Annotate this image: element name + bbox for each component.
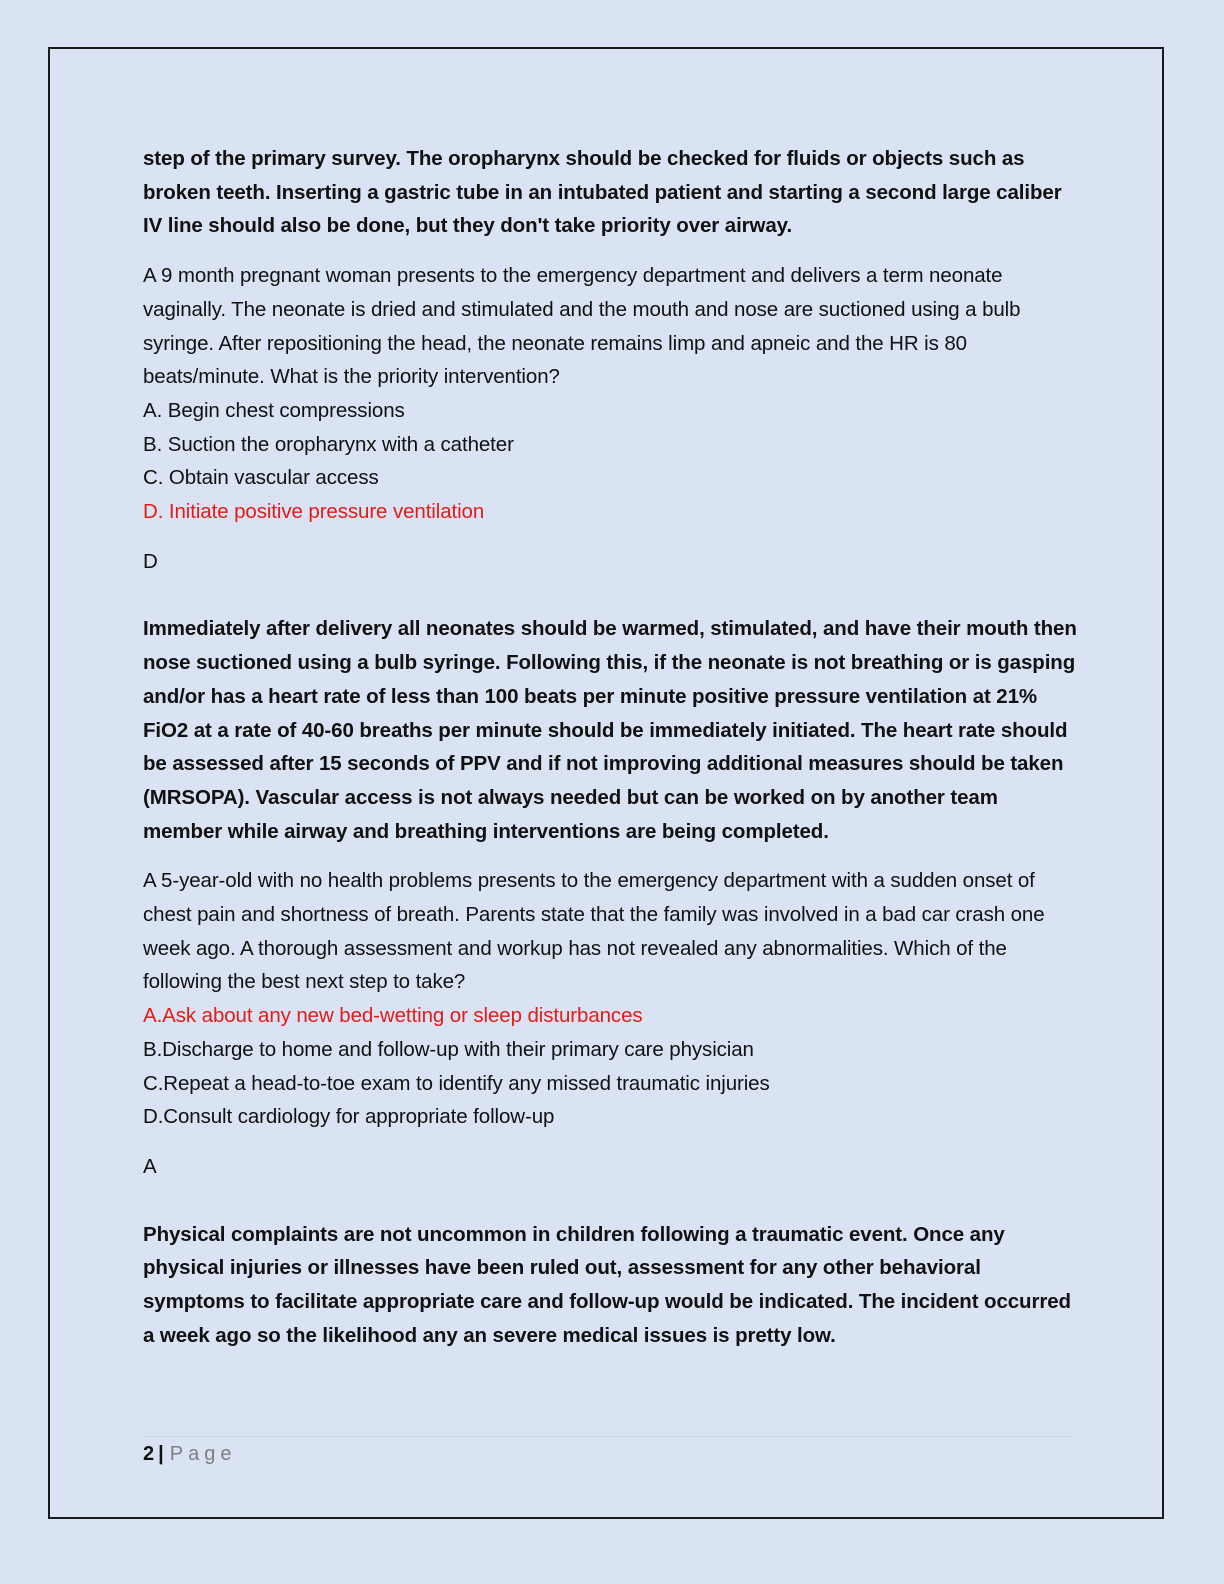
question-1-option-d-correct: D. Initiate positive pressure ventilation	[143, 500, 485, 524]
question-2-option-b: B.Discharge to home and follow-up with their primary care physician	[143, 1037, 754, 1061]
question-2-answer: A	[143, 1154, 157, 1178]
question-1-option-a: A. Begin chest compressions	[143, 398, 405, 422]
question-2-option-a-correct: A.Ask about any new bed-wetting or sleep disturbances	[143, 1004, 643, 1028]
question-2-explanation: Physical complaints are not uncommon in children following a traumatic event. Once any physical injuries or illnesses have been ruled out, assessment for any other behavioral symptoms to facilitate appropriate care and follow-up would be indicated. The incident occurred a week ago so the likelihood any an severe medical issues is pretty low.	[143, 1222, 1071, 1347]
footer-separator: |	[158, 1443, 164, 1465]
question-2-option-c: C.Repeat a head-to-toe exam to identify any missed traumatic injuries	[143, 1071, 770, 1095]
page-number: 2	[143, 1443, 155, 1465]
question-1-option-b: B. Suction the oropharynx with a catheter	[143, 432, 514, 456]
question-1-explanation: Immediately after delivery all neonates should be warmed, stimulated, and have their mouth then nose suctioned using a bulb syringe. Following this, if the neonate is not breathing or is gasping and/or has a heart rate of less than 100 beats per minute positive pressure ventilation at 21% FiO2 at a rate of 40-60 breaths per minute should be immediately initiated. The heart rate should be assessed after 15 seconds of PPV and if not improving additional measures should be taken (MRSOPA). Vascular access is not always needed but can be worked on by another team member while airway and breathing interventions are being completed.	[143, 617, 1077, 843]
question-1-answer: D	[143, 549, 158, 573]
explanation-continued: step of the primary survey. The oropharynx should be checked for fluids or objects such as broken teeth. Inserting a gastric tube in an intubated patient and starting a second large caliber IV line should also be done, but they don't take priority over airway.	[143, 147, 1062, 238]
question-1-stem: A 9 month pregnant woman presents to the emergency department and delivers a term neonate vaginally. The neonate is dried and stimulated and the mouth and nose are suctioned using a bulb syringe. After repositioning the head, the neonate remains limp and apneic and the HR is 80 beats/minute. What is the priority intervention?	[143, 264, 1021, 389]
page-footer	[143, 1441, 236, 1467]
page-label: Page	[169, 1443, 237, 1465]
footer-divider	[143, 1436, 1073, 1437]
page-content	[143, 142, 1078, 1353]
question-2-option-d: D.Consult cardiology for appropriate follow-up	[143, 1105, 555, 1129]
question-1-option-c: C. Obtain vascular access	[143, 466, 379, 490]
question-2-stem: A 5-year-old with no health problems presents to the emergency department with a sudden onset of chest pain and shortness of breath. Parents state that the family was involved in a bad car crash one week ago. A thorough assessment and workup has not revealed any abnormalities. Which of the following the best next step to take?	[143, 869, 1045, 994]
